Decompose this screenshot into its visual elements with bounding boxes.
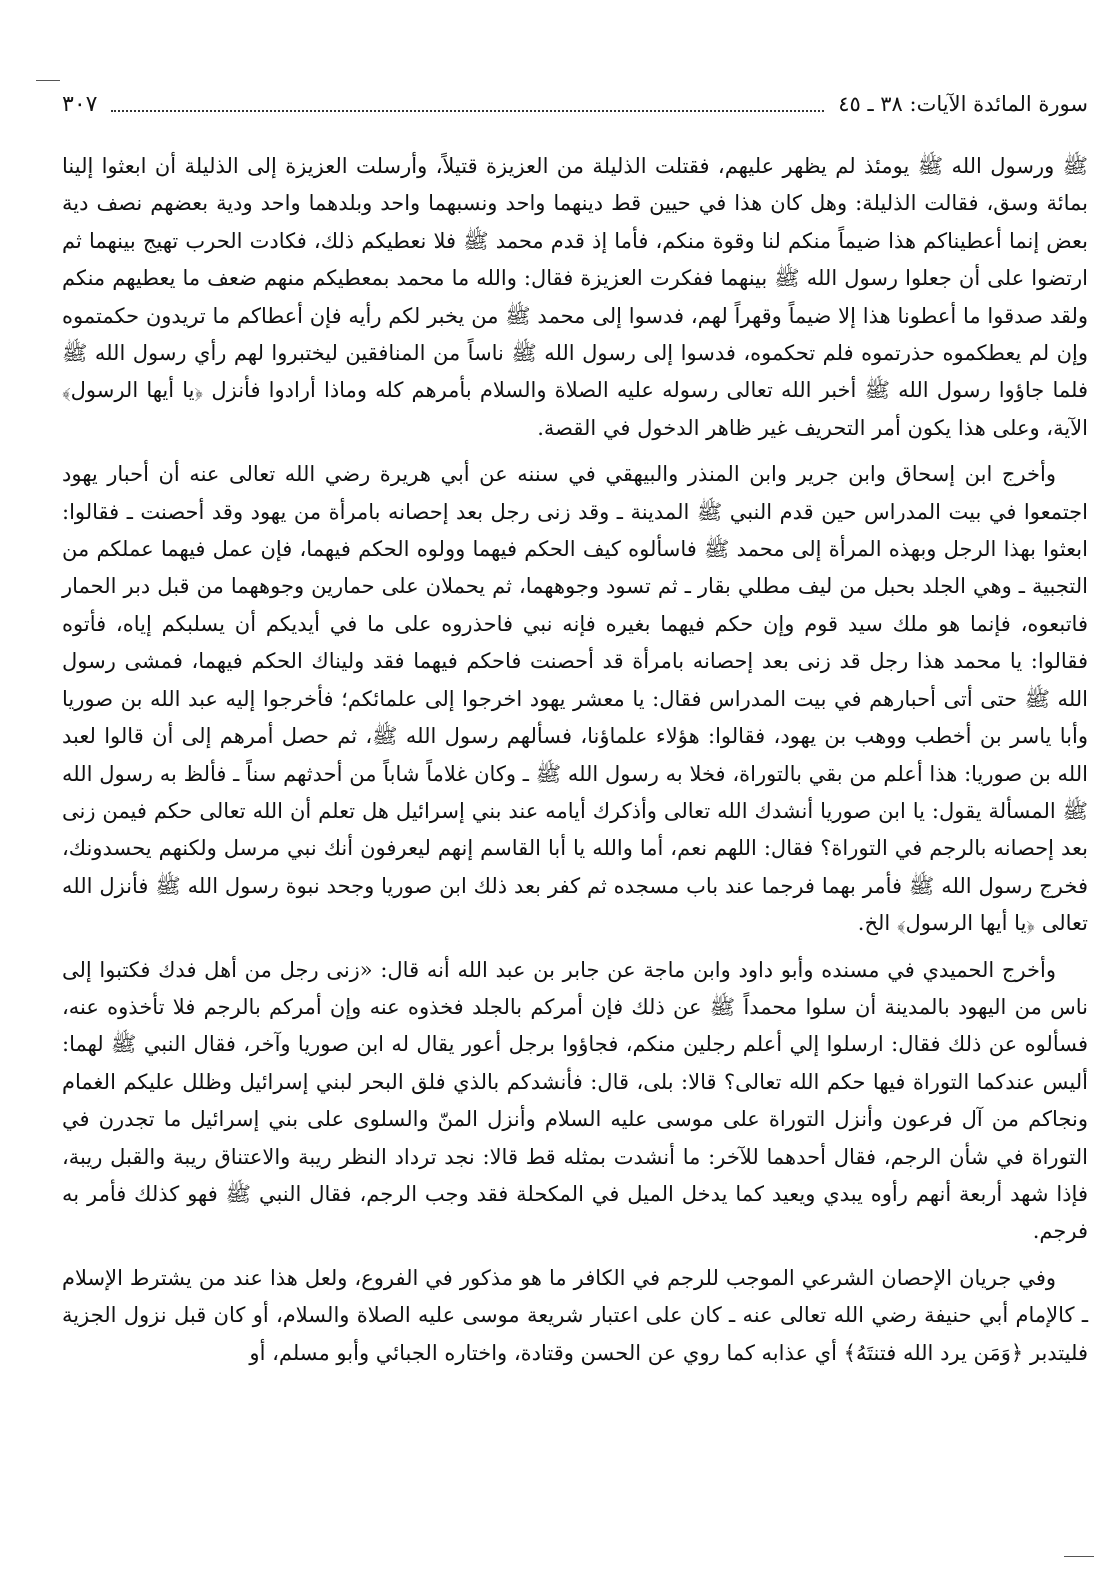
margin-mark-bottom xyxy=(1064,1556,1094,1557)
margin-mark-top xyxy=(36,80,60,81)
paragraph-4: وفي جريان الإحصان الشرعي الموجب للرجم في الكافر ما هو مذكور في الفروع، ولعل هذا عند من يشترط الإسلام ـ كالإمام أبي حنيفة رضي الله تعالى عنه ـ كان على اعتبار شريعة موسى عليه الصلاة والسلام، أو كان قبل نزول الجزية فليتدبر ﴿وَمَن يرد الله فتنتَهُ﴾ أي عذابه كما روي عن الحسن وقتادة، واختاره الجبائي وأبو مسلم، أو xyxy=(62,1265,1088,1365)
paragraph-2: وأخرج ابن إسحاق وابن جرير وابن المنذر والبيهقي في سننه عن أبي هريرة رضي الله تعالى عنه أن أحبار يهود اجتمعوا في بيت المدراس حين قدم النبي ﷺ المدينة ـ وقد زنى رجل بعد إحصانه بامرأة من يهود وقد أحصنت ـ فقالوا: ابعثوا بهذا الرجل وبهذه المرأة إلى محمد ﷺ فاسألوه كيف الحكم فيهما وولوه الحكم فيهما، فإن عمل فيهما عملكم من التجبية ـ وهي الجلد بحبل من ليف مطلي بقار ـ ثم تسود وجوههما، ثم يحملان على حمارين وجوههما من قبل دبر الحمار فاتبعوه، فإنما هو ملك سيد قوم وإن حكم فيهما بغيره فإنه نبي فاحذروه على ما في أيديكم أن يسلبكم إياه، فأتوه فقالوا: يا محمد هذا رجل قد زنى بعد إحصانه بامرأة قد أحصنت فاحكم فيهما فقد وليناك الحكم فيهما، فمشى رسول الله ﷺ حتى أتى أحبارهم في بيت المدراس فقال: يا معشر يهود اخرجوا إلى علمائكم؛ فأخرجوا إليه عبد الله بن صوريا وأبا ياسر بن أخطب ووهب بن يهود، فقالوا: هؤلاء علماؤنا، فسألهم رسول الله ﷺ، ثم حصل أمرهم إلى أن قالوا لعبد الله بن صوريا: هذا أعلم من بقي بالتوراة، فخلا به رسول الله ﷺ ـ وكان غلاماً شاباً من أحدثهم سناً ـ فألظ به رسول الله ﷺ المسألة يقول: يا ابن صوريا أنشدك الله تعالى وأذكرك أيامه عند بني إسرائيل هل تعلم أن الله تعالى حكم فيمن زنى بعد إحصانه بالرجم في التوراة؟ فقال: اللهم نعم، أما والله يا أبا القاسم إنهم ليعرفون أنك نبي مرسل ولكنهم يحسدونك، فخرج رسول الله ﷺ فأمر بهما فرجما عند باب مسجده ثم كفر بعد ذلك ابن صوريا وجحد نبوة رسول الله ﷺ فأنزل الله تعالى ﴿يا أيها الرسول﴾ الخ. xyxy=(62,462,1088,936)
paragraph-1: ﷺ ورسول الله ﷺ يومئذ لم يظهر عليهم، فقتلت الذليلة من العزيزة قتيلاً، وأرسلت العزيزة إلى الذليلة أن ابعثوا إلينا بمائة وسق، فقالت الذليلة: وهل كان هذا في حيين قط دينهما واحد ونسبهما واحد وبلدهما واحد ودية بعضهم نصف دية بعض إنما أعطيناكم هذا ضيماً منكم لنا وقوة منكم، فأما إذ قدم محمد ﷺ فلا نعطيكم ذلك، فكادت الحرب تهيج بينهما ثم ارتضوا على أن جعلوا رسول الله ﷺ بينهما ففكرت العزيزة فقال: والله ما محمد بمعطيكم منهم ضعف ما يعطيهم منكم ولقد صدقوا ما أعطونا هذا إلا ضيماً وقهراً لهم، فدسوا إلى محمد ﷺ من يخبر لكم رأيه فإن أعطاكم ما تريدون حكمتموه وإن لم يعطكموه حذرتموه فلم تحكموه، فدسوا إلى رسول الله ﷺ ناساً من المنافقين ليختبروا لهم رأي رسول الله ﷺ فلما جاؤوا رسول الله ﷺ أخبر الله تعالى رسوله عليه الصلاة والسلام بأمرهم كله وماذا أرادوا فأنزل ﴿يا أيها الرسول﴾ الآية، وعلى هذا يكون أمر التحريف غير ظاهر الدخول في القصة. xyxy=(62,154,1088,440)
header-dot-leader xyxy=(111,96,824,112)
page-number: ٣٠٧ xyxy=(62,91,98,117)
header-title: سورة المائدة الآيات: ٣٨ ـ ٤٥ xyxy=(838,92,1088,116)
running-header xyxy=(62,84,1088,124)
paragraph-3: وأخرج الحميدي في مسنده وأبو داود وابن ماجة عن جابر بن عبد الله أنه قال: «زنى رجل من أهل فدك فكتبوا إلى ناس من اليهود بالمدينة أن سلوا محمداً ﷺ عن ذلك فإن أمركم بالجلد فخذوه عنه وإن أمركم بالرجم فلا تأخذوه عنه، فسألوه عن ذلك فقال: ارسلوا إلي أعلم رجلين منكم، فجاؤوا برجل أعور يقال له ابن صوريا وآخر، فقال النبي ﷺ لهما: أليس عندكما التوراة فيها حكم الله تعالى؟ قالا: بلى، قال: فأنشدكم بالذي فلق البحر لبني إسرائيل وظلل عليكم الغمام ونجاكم من آل فرعون وأنزل التوراة على موسى عليه السلام وأنزل المنّ والسلوى على بني إسرائيل ما تجدرن في التوراة في شأن الرجم، فقال أحدهما للآخر: ما أنشدت بمثله قط قالا: نجد ترداد النظر ريبة والاعتناق ريبة والقبل ريبة، فإذا شهد أربعة أنهم رأوه يبدي ويعيد كما يدخل الميل في المكحلة فقد وجب الرجم، فقال النبي ﷺ فهو كذلك فأمر به فرجم. xyxy=(62,957,1088,1244)
body-text xyxy=(62,148,1088,1372)
